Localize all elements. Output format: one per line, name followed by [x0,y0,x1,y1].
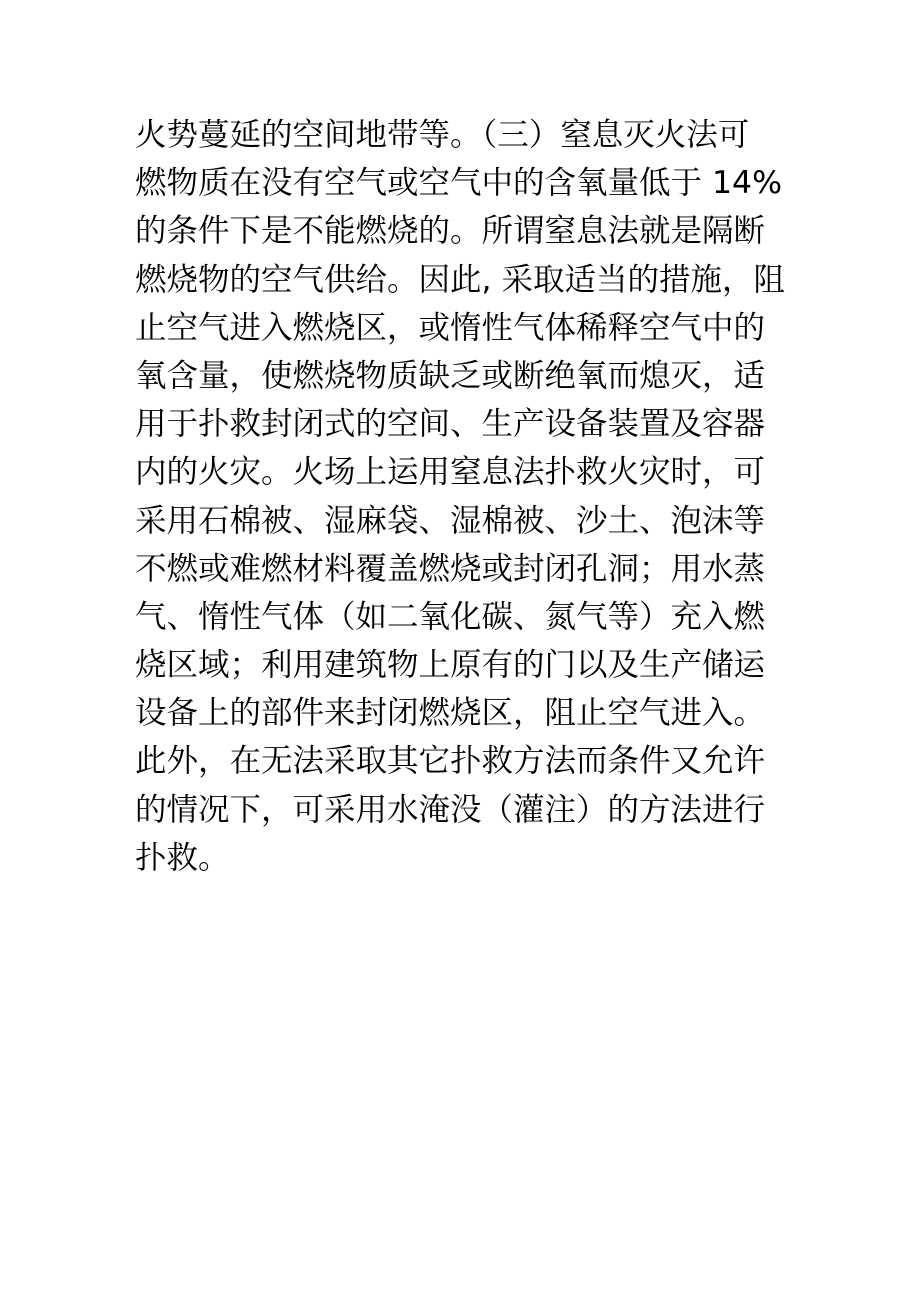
paragraph-line: 的情况下，可采用水淹没（灌注）的方法进行 [135,791,766,828]
paragraph-line: 采用石棉被、湿麻袋、湿棉被、沙土、泡沫等 [135,502,766,539]
paragraph-line: 内的火灾。火场上运用窒息法扑救火灾时，可 [135,454,766,491]
paragraph-line: 止空气进入燃烧区，或惰性气体稀释空气中的 [135,309,766,346]
paragraph-line: 烧区域；利用建筑物上原有的门以及生产储运 [135,647,766,684]
paragraph-line: 设备上的部件来封闭燃烧区，阻止空气进入。 [135,695,766,732]
paragraph-line: 燃烧物的空气供给。因此, 采取适当的措施，阻 [135,261,786,298]
paragraph-line: 不燃或难燃材料覆盖燃烧或封闭孔洞；用水蒸 [135,550,766,587]
paragraph-line: 的条件下是不能燃烧的。所谓窒息法就是隔断 [135,213,766,250]
paragraph-line: 扑救。 [135,839,230,876]
paragraph-line: 燃物质在没有空气或空气中的含氧量低于 14% [135,165,783,202]
paragraph-line: 气、惰性气体（如二氧化碳、氮气等）充入燃 [135,598,766,635]
paragraph-line: 用于扑救封闭式的空间、生产设备装置及容器 [135,406,766,443]
paragraph-line: 氧含量，使燃烧物质缺乏或断绝氧而熄灭，适 [135,357,766,394]
body-paragraph [135,111,800,882]
paragraph-line: 此外，在无法采取其它扑救方法而条件又允许 [135,743,766,780]
paragraph-line: 火势蔓延的空间地带等。（三）窒息灭火法可 [135,117,750,153]
